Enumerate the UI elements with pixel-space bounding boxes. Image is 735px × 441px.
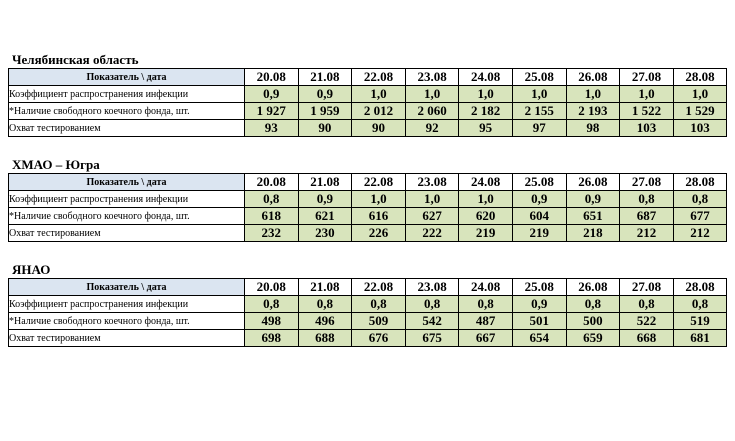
region-section-khmao [8,158,727,242]
value-cell: 90 [298,120,352,137]
value-cell: 1,0 [405,86,459,103]
value-cell: 688 [298,330,352,347]
value-cell: 627 [405,208,459,225]
value-cell: 0,9 [512,296,566,313]
value-cell: 219 [512,225,566,242]
header-row [9,174,727,191]
value-cell: 92 [405,120,459,137]
value-cell: 604 [512,208,566,225]
value-cell: 0,8 [352,296,406,313]
value-cell: 212 [620,225,674,242]
table-row [9,313,727,330]
indicator-table [8,173,727,242]
region-title: Челябинская область [12,52,139,67]
date-header: 22.08 [352,69,406,86]
table-row [9,191,727,208]
value-cell: 103 [673,120,727,137]
value-cell: 1,0 [352,86,406,103]
value-cell: 654 [512,330,566,347]
value-cell: 522 [620,313,674,330]
value-cell: 1,0 [459,191,513,208]
value-cell: 667 [459,330,513,347]
table-row [9,103,727,120]
value-cell: 97 [512,120,566,137]
date-header: 23.08 [405,279,459,296]
value-cell: 651 [566,208,620,225]
header-label: Показатель \ дата [9,69,245,86]
value-cell: 0,9 [298,86,352,103]
value-cell: 90 [352,120,406,137]
date-header: 21.08 [298,174,352,191]
value-cell: 2 060 [405,103,459,120]
value-cell: 0,9 [566,191,620,208]
value-cell: 1 959 [298,103,352,120]
value-cell: 1,0 [566,86,620,103]
value-cell: 698 [245,330,299,347]
row-label: Охват тестированием [9,330,245,347]
date-header: 27.08 [620,174,674,191]
region-title: ХМАО – Югра [12,157,100,172]
date-header: 25.08 [512,279,566,296]
value-cell: 212 [673,225,727,242]
value-cell: 0,8 [620,296,674,313]
value-cell: 1,0 [512,86,566,103]
table-row [9,225,727,242]
value-cell: 95 [459,120,513,137]
date-header: 27.08 [620,279,674,296]
value-cell: 1 522 [620,103,674,120]
value-cell: 542 [405,313,459,330]
region-title: ЯНАО [12,262,51,277]
value-cell: 501 [512,313,566,330]
value-cell: 677 [673,208,727,225]
value-cell: 0,8 [673,191,727,208]
date-header: 21.08 [298,279,352,296]
date-header: 28.08 [673,279,727,296]
value-cell: 0,9 [245,86,299,103]
date-header: 23.08 [405,174,459,191]
value-cell: 681 [673,330,727,347]
value-cell: 0,8 [620,191,674,208]
value-cell: 676 [352,330,406,347]
header-row [9,69,727,86]
table-row [9,296,727,313]
value-cell: 0,8 [298,296,352,313]
header-label: Показатель \ дата [9,279,245,296]
value-cell: 0,8 [459,296,513,313]
date-header: 22.08 [352,174,406,191]
value-cell: 1,0 [405,191,459,208]
table-row [9,208,727,225]
value-cell: 232 [245,225,299,242]
value-cell: 500 [566,313,620,330]
value-cell: 519 [673,313,727,330]
value-cell: 1 927 [245,103,299,120]
value-cell: 621 [298,208,352,225]
value-cell: 618 [245,208,299,225]
date-header: 28.08 [673,69,727,86]
row-label: Коэффициент распространения инфекции [9,86,245,103]
date-header: 26.08 [566,279,620,296]
header-row [9,279,727,296]
value-cell: 616 [352,208,406,225]
date-header: 28.08 [673,174,727,191]
region-section-yanao [8,263,727,347]
value-cell: 487 [459,313,513,330]
row-label: *Наличие свободного коечного фонда, шт. [9,103,245,120]
date-header: 20.08 [245,69,299,86]
table-row [9,330,727,347]
value-cell: 1,0 [352,191,406,208]
value-cell: 0,9 [512,191,566,208]
date-header: 23.08 [405,69,459,86]
value-cell: 620 [459,208,513,225]
value-cell: 2 012 [352,103,406,120]
value-cell: 1,0 [620,86,674,103]
value-cell: 1 529 [673,103,727,120]
region-section-chelyabinsk [8,53,727,137]
date-header: 26.08 [566,174,620,191]
row-label: Охват тестированием [9,225,245,242]
value-cell: 1,0 [459,86,513,103]
value-cell: 1,0 [673,86,727,103]
date-header: 26.08 [566,69,620,86]
date-header: 24.08 [459,69,513,86]
row-label: *Наличие свободного коечного фонда, шт. [9,208,245,225]
row-label: Охват тестированием [9,120,245,137]
value-cell: 0,8 [245,296,299,313]
date-header: 27.08 [620,69,674,86]
row-label: Коэффициент распространения инфекции [9,296,245,313]
value-cell: 219 [459,225,513,242]
value-cell: 0,8 [566,296,620,313]
date-header: 21.08 [298,69,352,86]
table-row [9,86,727,103]
value-cell: 2 155 [512,103,566,120]
indicator-table [8,278,727,347]
value-cell: 675 [405,330,459,347]
row-label: Коэффициент распространения инфекции [9,191,245,208]
date-header: 25.08 [512,174,566,191]
value-cell: 218 [566,225,620,242]
value-cell: 226 [352,225,406,242]
value-cell: 103 [620,120,674,137]
value-cell: 222 [405,225,459,242]
value-cell: 230 [298,225,352,242]
value-cell: 0,9 [298,191,352,208]
value-cell: 2 193 [566,103,620,120]
date-header: 20.08 [245,174,299,191]
date-header: 25.08 [512,69,566,86]
value-cell: 0,8 [405,296,459,313]
value-cell: 98 [566,120,620,137]
date-header: 20.08 [245,279,299,296]
value-cell: 496 [298,313,352,330]
value-cell: 2 182 [459,103,513,120]
table-row [9,120,727,137]
date-header: 24.08 [459,174,513,191]
row-label: *Наличие свободного коечного фонда, шт. [9,313,245,330]
date-header: 24.08 [459,279,513,296]
header-label: Показатель \ дата [9,174,245,191]
value-cell: 509 [352,313,406,330]
value-cell: 498 [245,313,299,330]
value-cell: 0,8 [245,191,299,208]
value-cell: 659 [566,330,620,347]
value-cell: 687 [620,208,674,225]
indicator-table [8,68,727,137]
value-cell: 0,8 [673,296,727,313]
value-cell: 668 [620,330,674,347]
value-cell: 93 [245,120,299,137]
date-header: 22.08 [352,279,406,296]
